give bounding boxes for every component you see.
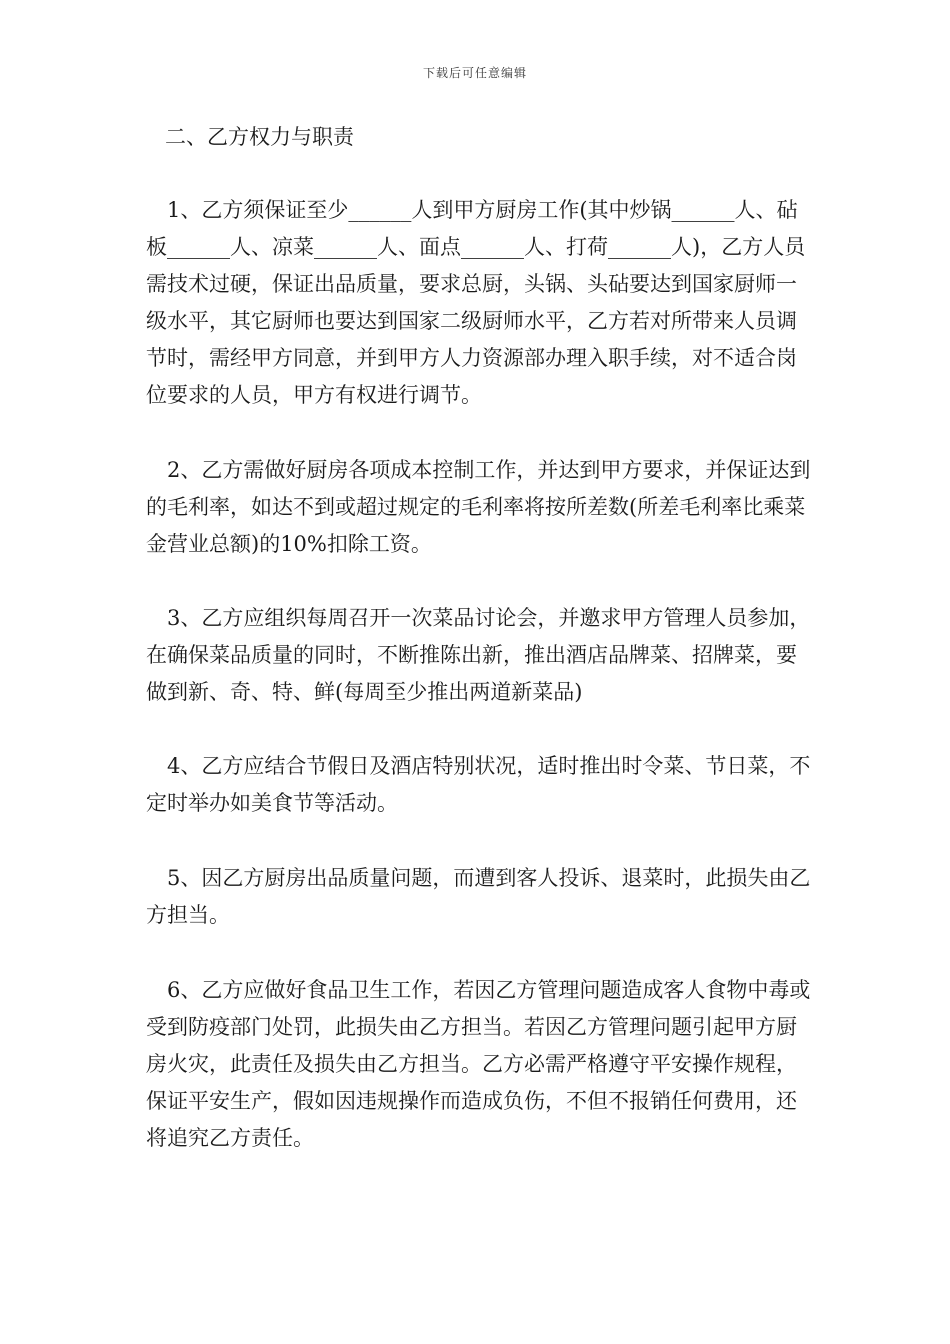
clause-1: 1、乙方须保证至少______人到甲方厨房工作(其中炒锅______人、砧板______人、凉菜______人、面点______人、打荷______人)，乙方人员需技术过硬，保证出品质量，要求总厨，头锅、头砧要达到国家厨师一级水平，其它厨师也要达到国家二级厨师水平，乙方若对所带来人员调节时，需经甲方同意，并到甲方人力资源部办理入职手续，对不适合岗位要求的人员，甲方有权进行调节。 — [146, 198, 806, 407]
clause-6: 6、乙方应做好食品卫生工作，若因乙方管理问题造成客人食物中毒或受到防疫部门处罚，此损失由乙方担当。若因乙方管理问题引起甲方厨房火灾，此责任及损失由乙方担当。乙方必需严格遵守平安操作规程，保证平安生产，假如因违规操作而造成负伤，不但不报销任何费用，还将追究乙方责任。 — [146, 978, 811, 1150]
clause-4: 4、乙方应结合节假日及酒店特别状况，适时推出时令菜、节日菜，不定时举办如美食节等活动。 — [146, 754, 811, 815]
clause-5: 5、因乙方厨房出品质量问题，而遭到客人投诉、退菜时，此损失由乙方担当。 — [146, 866, 811, 927]
section-title: 二、乙方权力与职责 — [165, 125, 354, 149]
clause-3: 3、乙方应组织每周召开一次菜品讨论会，并邀求甲方管理人员参加，在确保菜品质量的同时，不断推陈出新，推出酒店品牌菜、招牌菜，要做到新、奇、特、鲜(每周至少推出两道新菜品) — [146, 606, 811, 704]
clause-2: 2、乙方需做好厨房各项成本控制工作，并达到甲方要求，并保证达到的毛利率，如达不到或超过规定的毛利率将按所差数(所差毛利率比乘菜金营业总额)的10%扣除工资。 — [146, 458, 811, 556]
header-note: 下载后可任意编辑 — [422, 66, 527, 80]
